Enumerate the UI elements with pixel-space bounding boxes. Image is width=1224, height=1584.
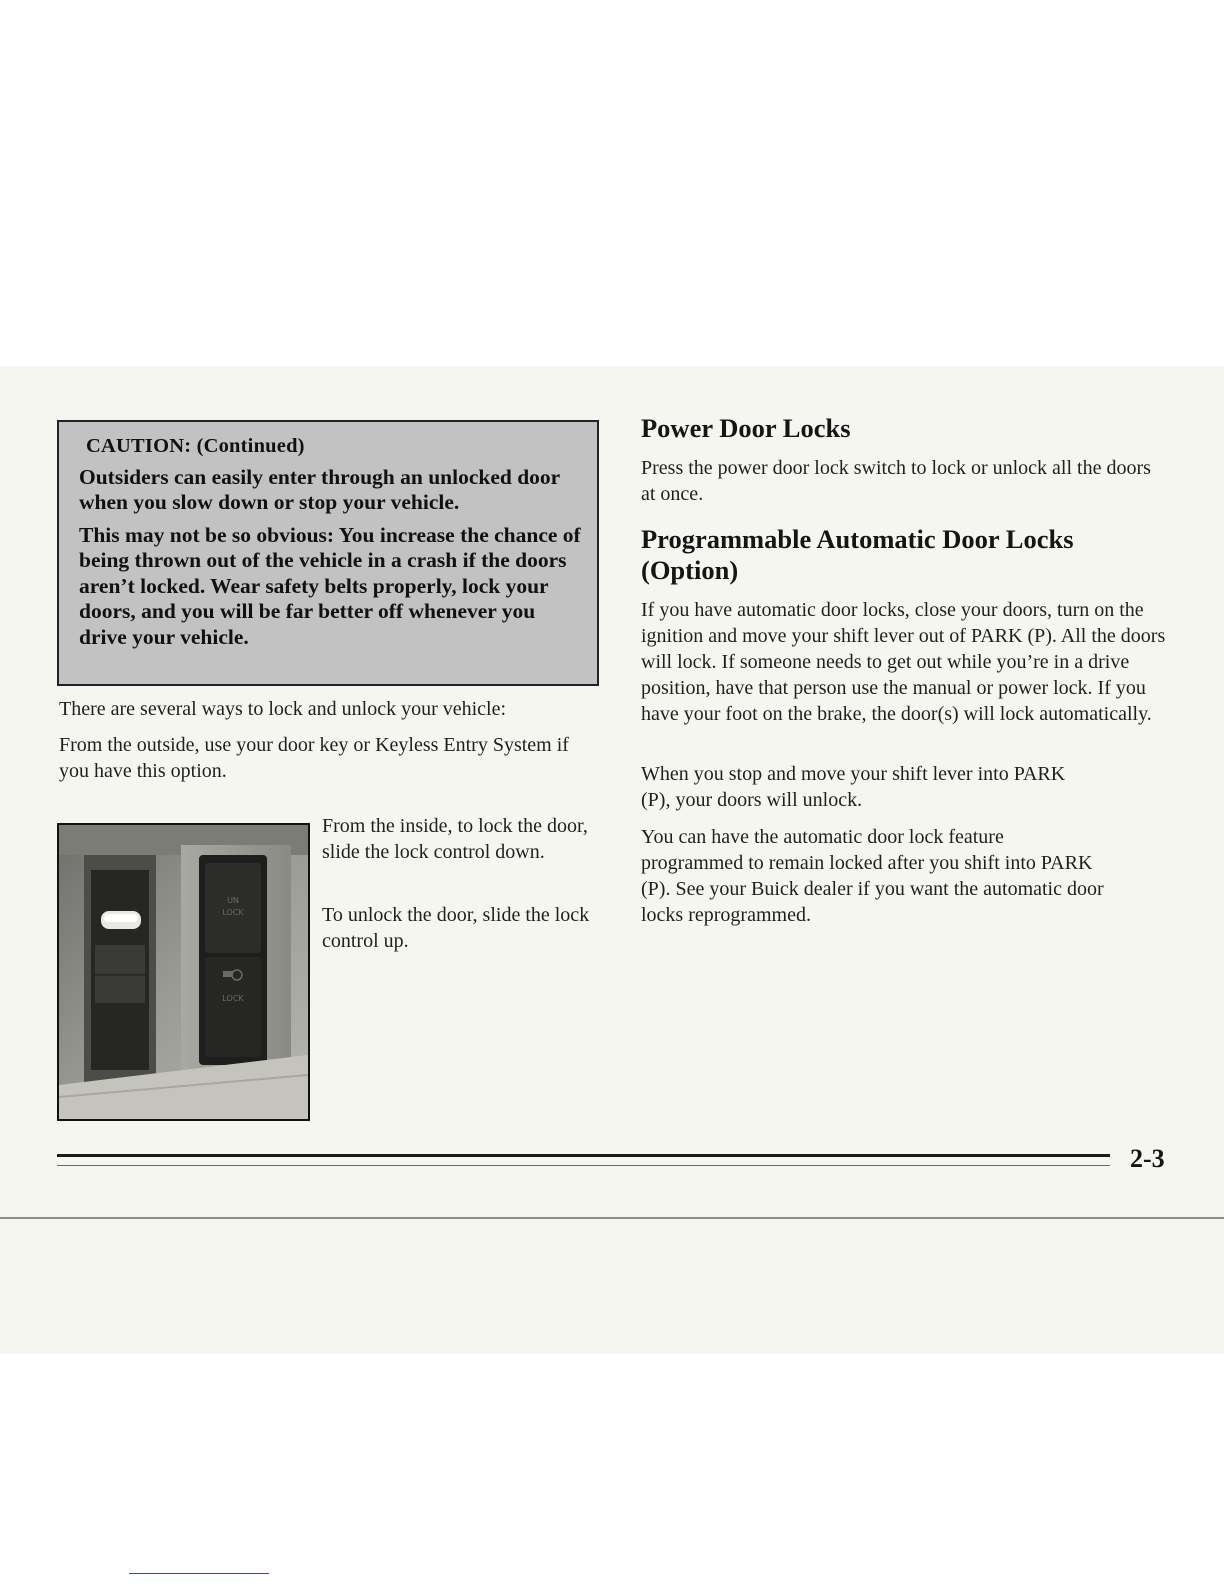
programmable-locks-body-1 bbox=[641, 597, 1173, 727]
band-bottom-rule bbox=[0, 1217, 1224, 1219]
programmable-locks-heading-line-1: Programmable Automatic Door Locks bbox=[641, 524, 1074, 554]
power-door-locks-section bbox=[641, 413, 1181, 444]
programmable-locks-paragraph-1: If you have automatic door locks, close your doors, turn on the ignition and move your shift lever out of PARK (P). All the doors will lock. If someone needs to get out while you’re in a drive position, have that person use the manual or power lock. If you have your foot on the brake, the door(s) will lock automatically. bbox=[641, 599, 1166, 725]
door-lock-photo bbox=[57, 823, 310, 1121]
caution-title: CAUTION: (Continued) bbox=[86, 435, 305, 457]
programmable-locks-paragraph-3: You can have the automatic door lock feature programmed to remain locked after you shift into PARK (P). See your Buick dealer if you want the automatic door locks reprogrammed. bbox=[641, 826, 1104, 926]
inside-lock-paragraph: From the inside, to lock the door, slide the lock control down. bbox=[322, 815, 588, 863]
programmable-locks-heading-block bbox=[641, 524, 1181, 586]
power-door-locks-paragraph: Press the power door lock switch to lock or unlock all the doors at once. bbox=[641, 457, 1151, 505]
power-door-locks-body bbox=[641, 455, 1161, 507]
from-outside-text bbox=[59, 732, 579, 784]
switch-lock-label: LOCK bbox=[222, 994, 244, 1003]
programmable-locks-body-2 bbox=[641, 761, 1081, 813]
switch-unlock-label-line-2: LOCK bbox=[222, 908, 244, 917]
caution-paragraph-2: This may not be so obvious: You increase the chance of being thrown out of the vehicle in a crash if the doors aren’t locked. Wear safety belts properly, lock your doors, and you will be far better off whenever you drive your vehicle. bbox=[79, 522, 581, 649]
caution-paragraph-1: Outsiders can easily enter through an unlocked door when you slow down or stop your vehicle. bbox=[79, 464, 560, 514]
inside-lock-text bbox=[322, 813, 604, 865]
power-door-locks-heading: Power Door Locks bbox=[641, 413, 851, 443]
footer-rule-thin bbox=[57, 1165, 1110, 1166]
door-lock-illustration bbox=[59, 825, 308, 1119]
caution-box bbox=[57, 420, 599, 686]
from-outside-paragraph: From the outside, use your door key or Keyless Entry System if you have this option. bbox=[59, 734, 569, 782]
ways-to-lock-text bbox=[59, 696, 599, 722]
inside-unlock-paragraph: To unlock the door, slide the lock control up. bbox=[322, 904, 590, 952]
programmable-locks-paragraph-2: When you stop and move your shift lever into PARK (P), your doors will unlock. bbox=[641, 763, 1066, 811]
page-number: 2-3 bbox=[1130, 1144, 1165, 1173]
ways-to-lock-paragraph: There are several ways to lock and unlock your vehicle: bbox=[59, 698, 507, 720]
programmable-locks-body-3 bbox=[641, 824, 1111, 928]
bottom-link-underline bbox=[129, 1573, 269, 1574]
inside-unlock-text bbox=[322, 902, 604, 954]
programmable-locks-heading-line-2: (Option) bbox=[641, 555, 739, 585]
footer-rule-thick bbox=[57, 1154, 1110, 1157]
switch-unlock-label-line-1: UN bbox=[227, 896, 239, 905]
